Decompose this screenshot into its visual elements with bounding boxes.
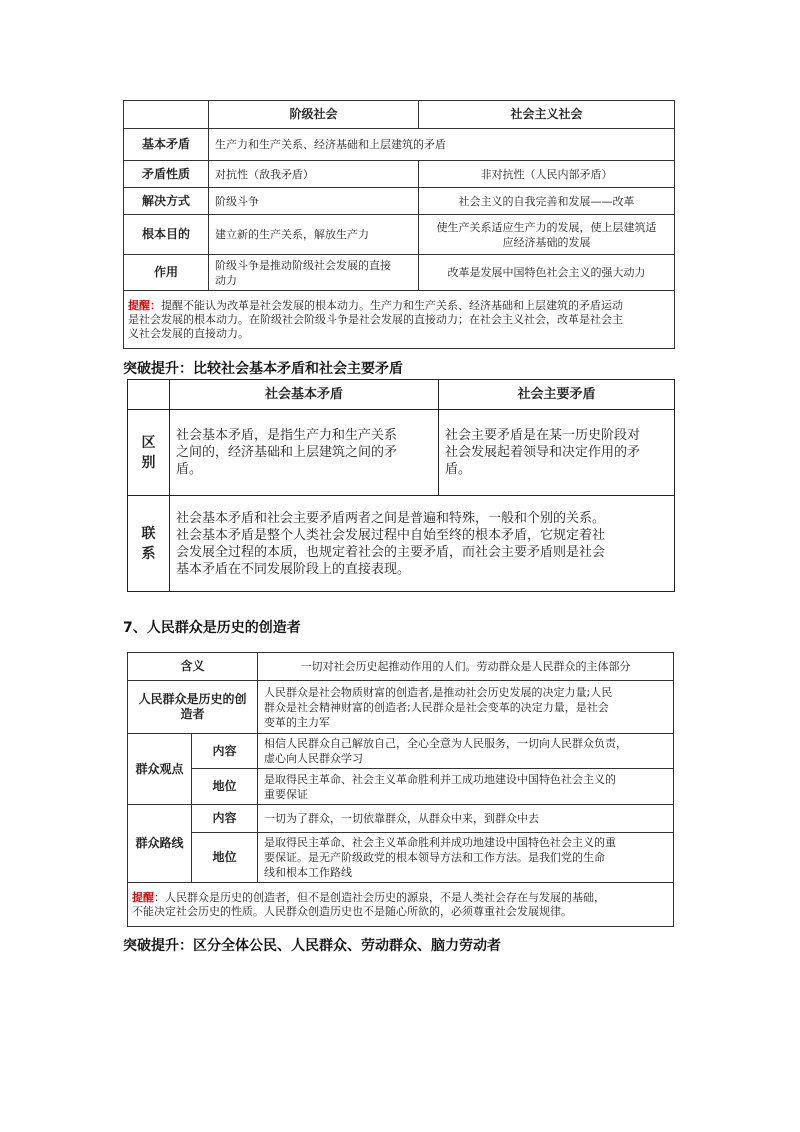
viewpoint-content-cell: 相信人民群众自己解放自己，全心全意为人民服务，一切向人民群众负责， 虚心向人民群众学习 xyxy=(258,734,674,769)
role-socialist-cell: 改革是发展中国特色社会主义的强大动力 xyxy=(419,255,675,291)
basic-contradiction-cell: 生产力和生产关系、经济基础和上层建筑的矛盾 xyxy=(209,129,675,161)
people-masses-table xyxy=(127,652,674,927)
row-label-difference: 区 别 xyxy=(128,410,170,496)
contradictions-compare-table xyxy=(127,379,675,592)
difference-basic-cell: 社会基本矛盾，是指生产力和生产关系 之间的，经济基础和上层建筑之间的矛 盾。 xyxy=(170,410,439,496)
resolution-class-cell: 阶级斗争 xyxy=(209,188,419,215)
role-class-cell: 阶级斗争是推动阶级社会发展的直接 动力 xyxy=(209,255,419,291)
row-label-meaning: 含义 xyxy=(128,653,258,681)
corner-cell-2 xyxy=(128,380,170,410)
col-header-main-contradiction: 社会主要矛盾 xyxy=(439,380,675,410)
reminder-note: 提醒：提醒不能认为改革是社会发展的根本动力。生产力和生产关系、经济基础和上层建筑的矛盾运动 是社会发展的根本动力。在阶级社会阶级斗争是社会发展的直接动力；在社会主义社会，改革是社会主 义社会发展的直接动力。 xyxy=(124,291,675,349)
creators-cell: 人民群众是社会物质财富的创造者,是推动社会历史发展的决定力量;人民 群众是社会精神财富的创造者;人民群众是社会变革的决定力量，是社会 变革的主力军 xyxy=(258,681,674,734)
mass-line-content-cell: 一切为了群众，一切依靠群众，从群众中来，到群众中去 xyxy=(258,805,674,833)
section-heading-compare-contradictions: 突破提升：比较社会基本矛盾和社会主要矛盾 xyxy=(123,361,403,377)
meaning-cell: 一切对社会历史起推动作用的人们。劳动群众是人民群众的主体部分 xyxy=(258,653,674,681)
col-header-basic-contradiction: 社会基本矛盾 xyxy=(170,380,439,410)
col-header-socialist-society: 社会主义社会 xyxy=(419,101,675,129)
row-label-purpose: 根本目的 xyxy=(124,215,209,255)
connection-cell: 社会基本矛盾和社会主要矛盾两者之间是普遍和特殊，一般和个别的关系。 社会基本矛盾是整个人类社会发展过程中自始至终的根本矛盾，它规定着社 会发展全过程的本质，也规定着社会的主要矛盾，而社会主要矛盾则是社会 基本矛盾在不同发展阶段上的直接表现。 xyxy=(170,496,675,592)
row-label-connection: 联 系 xyxy=(128,496,170,592)
sublabel-viewpoint-content: 内容 xyxy=(192,734,258,769)
row-label-basic-contradiction: 基本矛盾 xyxy=(124,129,209,161)
resolution-socialist-cell: 社会主义的自我完善和发展——改革 xyxy=(419,188,675,215)
nature-socialist-cell: 非对抗性（人民内部矛盾） xyxy=(419,161,675,188)
section-heading-people-creators: 7、人民群众是历史的创造者 xyxy=(123,620,301,636)
purpose-class-cell: 建立新的生产关系，解放生产力 xyxy=(209,215,419,255)
sublabel-line-status: 地位 xyxy=(192,833,258,883)
col-header-class-society: 阶级社会 xyxy=(209,101,419,129)
purpose-socialist-cell: 使生产关系适应生产力的发展，使上层建筑适 应经济基础的发展 xyxy=(419,215,675,255)
sublabel-line-content: 内容 xyxy=(192,805,258,833)
reminder-label-2: 提醒 xyxy=(132,890,154,904)
row-label-resolution: 解决方式 xyxy=(124,188,209,215)
sublabel-viewpoint-status: 地位 xyxy=(192,769,258,805)
mass-line-status-cell: 是取得民主革命、社会主义革命胜利并成功地建设中国特色社会主义的重 要保证。是无产阶级政党的根本领导方法和工作方法。是我们党的生命 线和根本工作路线 xyxy=(258,833,674,883)
corner-cell xyxy=(124,101,209,129)
row-label-nature: 矛盾性质 xyxy=(124,161,209,188)
row-label-role: 作用 xyxy=(124,255,209,291)
class-vs-socialist-table xyxy=(123,100,675,349)
row-label-creators: 人民群众是历史的创 造者 xyxy=(128,681,258,734)
reminder-label: 提醒： xyxy=(128,298,161,312)
row-label-mass-viewpoint: 群众观点 xyxy=(128,734,192,805)
row-label-mass-line: 群众路线 xyxy=(128,805,192,883)
difference-main-cell: 社会主要矛盾是在某一历史阶段对 社会发展起着领导和决定作用的矛 盾。 xyxy=(439,410,675,496)
nature-class-cell: 对抗性（敌我矛盾） xyxy=(209,161,419,188)
viewpoint-status-cell: 是取得民主革命、社会主义革命胜利并工成功地建设中国特色社会主义的 重要保证 xyxy=(258,769,674,805)
section-heading-distinguish-groups: 突破提升：区分全体公民、人民群众、劳动群众、脑力劳动者 xyxy=(123,938,501,954)
reminder-note-2: 提醒：人民群众是历史的创造者，但不是创造社会历史的源泉，不是人类社会存在与发展的基础， 不能决定社会历史的性质。人民群众创造历史也不是随心所欲的，必须尊重社会发展规律。 xyxy=(128,883,674,927)
